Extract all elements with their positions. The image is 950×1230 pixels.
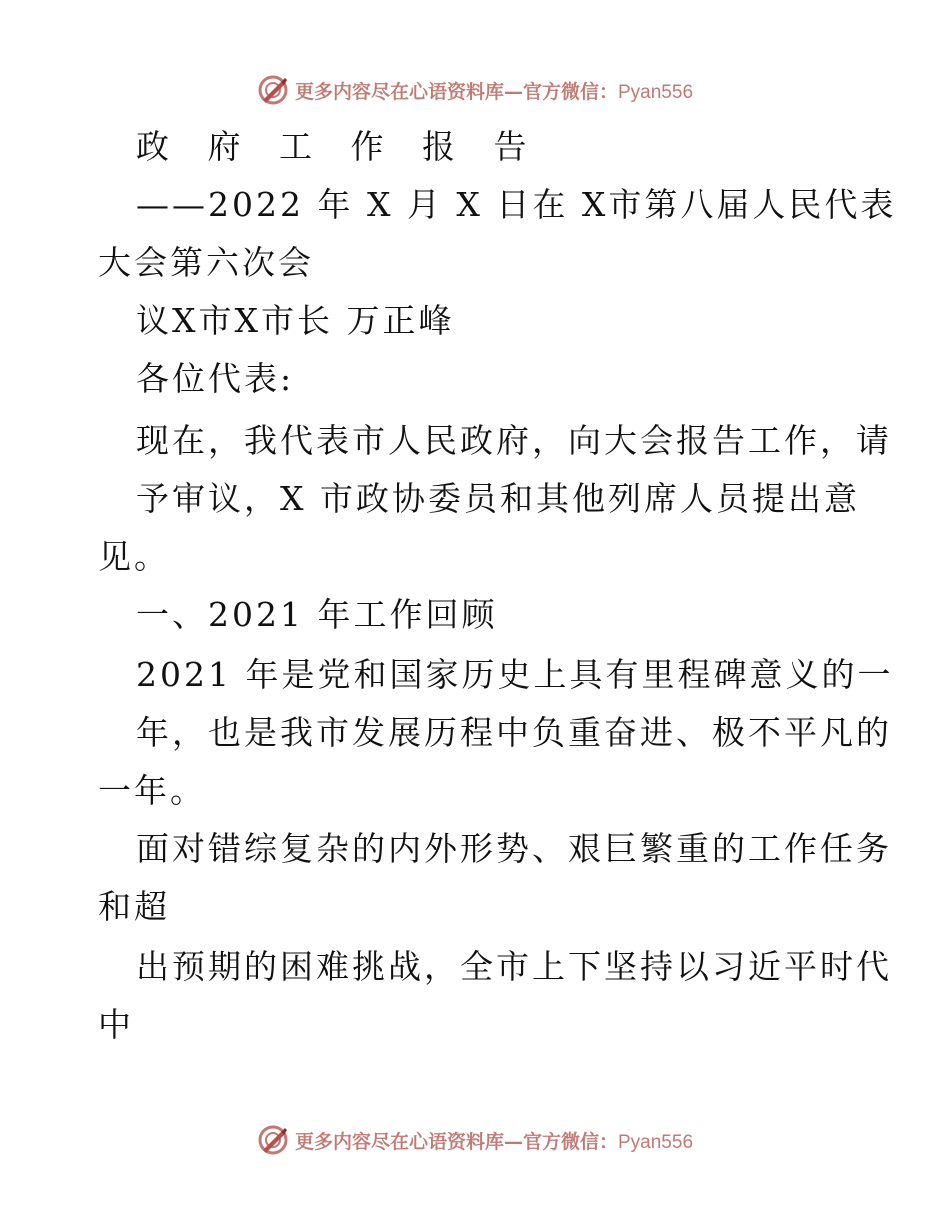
doc-paragraph-line: 年，也是我市发展历程中负重奋进、极不平凡的	[136, 713, 892, 752]
watermark-text: 更多内容尽在心语资料库—官方微信：	[294, 1130, 618, 1153]
watermark-wechat-id: Pyan556	[618, 81, 694, 103]
doc-subtitle-line-1: ——2022 年 X 月 X 日在 X市第八届人民代表	[136, 185, 897, 224]
doc-paragraph-line: 中	[98, 1005, 134, 1044]
pen-logo-icon	[257, 1124, 289, 1156]
doc-paragraph-line: 一年。	[98, 771, 206, 810]
doc-paragraph-line: 出预期的困难挑战，全市上下坚持以习近平时代	[136, 947, 892, 986]
watermark-wechat-id: Pyan556	[618, 1131, 694, 1153]
doc-title: 政 府 工 作 报 告	[136, 127, 541, 166]
doc-paragraph-line: 予审议，X 市政协委员和其他列席人员提出意	[136, 479, 860, 518]
doc-section-heading: 一、2021 年工作回顾	[136, 595, 498, 634]
watermark-text: 更多内容尽在心语资料库—官方微信：	[294, 80, 618, 103]
doc-author-line: 议X市X市长 万正峰	[136, 301, 455, 340]
watermark-header	[0, 72, 950, 108]
doc-paragraph-line: 2021 年是党和国家历史上具有里程碑意义的一	[136, 655, 894, 694]
doc-paragraph-line: 现在，我代表市人民政府，向大会报告工作，请	[136, 421, 892, 460]
doc-paragraph-line: 面对错综复杂的内外形势、艰巨繁重的工作任务	[136, 829, 892, 868]
doc-paragraph-line: 见。	[98, 537, 170, 576]
doc-subtitle-line-2: 大会第六次会	[98, 243, 314, 282]
doc-salutation: 各位代表:	[136, 359, 295, 398]
watermark-footer	[0, 1122, 950, 1158]
doc-paragraph-line: 和超	[98, 887, 170, 926]
pen-logo-icon	[257, 74, 289, 106]
